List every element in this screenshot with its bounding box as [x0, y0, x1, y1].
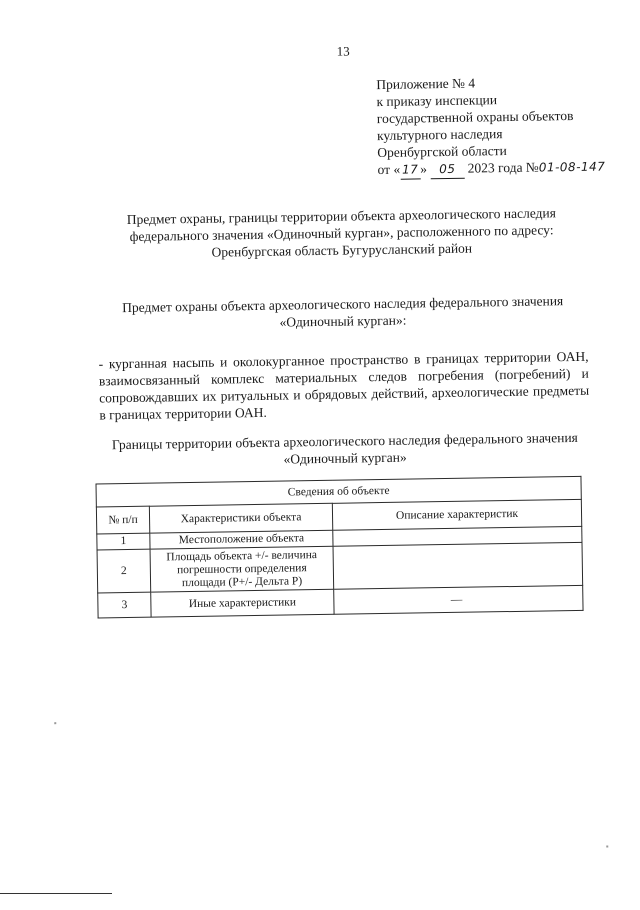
date-prefix: от « [377, 161, 401, 178]
table-caption: Сведения об объекте [96, 476, 581, 507]
handwritten-month: 05 [430, 161, 464, 180]
appendix-block [376, 72, 605, 180]
appendix-line: к приказу инспекции [376, 92, 498, 110]
page-number: 13 [336, 43, 350, 59]
handwritten-order-number: 01-08-147 [538, 159, 606, 175]
document-title: Предмет охраны, границы территории объекта археологического наследия федерального значения «Одиночный курган», расположенного по адресу: Оренбургская область Бугурусланский район [126, 205, 556, 260]
date-mid: » [420, 161, 428, 177]
appendix-line: Приложение № 4 [376, 75, 476, 93]
appendix-line: Оренбургской области [377, 143, 507, 161]
appendix-line: культурного наследия [376, 126, 503, 144]
table-row [97, 542, 583, 593]
appendix-line: государственной охраны объектов [376, 107, 574, 127]
row-number: 1 [97, 533, 150, 550]
row-characteristic: Иные характеристики [151, 589, 334, 617]
scan-speck [606, 846, 608, 848]
row-number: 3 [98, 592, 151, 618]
date-year: 2023 года № [467, 159, 539, 176]
subject-heading: Предмет охраны объекта археологического наследия федерального значения «Одиночный курган»: [122, 293, 564, 330]
boundaries-heading: Границы территории объекта археологического наследия федерального значения «Одиночный курган» [111, 429, 578, 467]
scan-speck [54, 722, 56, 724]
header-description: Описание характеристик [332, 499, 581, 530]
row-characteristic: Местоположение объекта [150, 530, 333, 549]
row-description [333, 542, 583, 589]
header-number: № п/п [96, 506, 149, 534]
margin-rule [0, 893, 112, 894]
object-info-table [95, 476, 583, 619]
handwritten-day: 17 [400, 161, 420, 179]
row-number: 2 [97, 549, 151, 593]
subject-description: - курганная насыпь и околокурганное пространство в границах территории ОАН, взаимосвязанный комплекс материальных следов погребения (погребений) и сопровождавших их ритуальных и обрядовых действий, археологические предметы в границах территории ОАН. [98, 348, 590, 423]
appendix-date-line [377, 157, 605, 180]
row-description: — [334, 585, 583, 614]
row-characteristic: Площадь объекта +/- величина погрешности определения площади (P+/- Дельта P) [150, 546, 334, 592]
header-characteristic: Характеристики объекта [149, 503, 332, 533]
